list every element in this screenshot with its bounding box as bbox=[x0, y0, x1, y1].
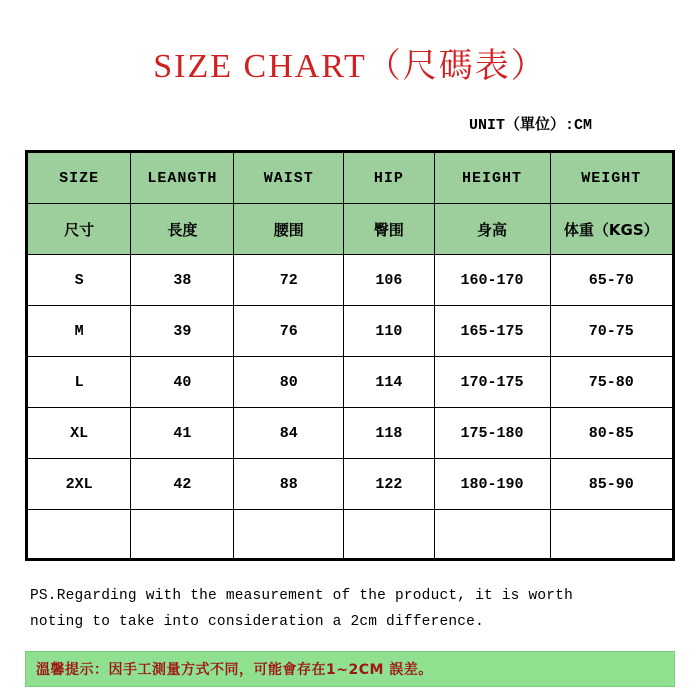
table-row bbox=[28, 255, 673, 306]
cell-empty bbox=[28, 510, 131, 559]
column-header-hip-cn: 臀围 bbox=[344, 204, 434, 255]
cell-height: 180-190 bbox=[434, 459, 550, 510]
cell-empty bbox=[550, 510, 672, 559]
size-chart-table bbox=[27, 152, 673, 559]
cell-height: 175-180 bbox=[434, 408, 550, 459]
column-header-height-en: HEIGHT bbox=[434, 153, 550, 204]
measurement-note-line-2: noting to take into consideration a 2cm difference. bbox=[30, 614, 484, 630]
cell-length: 38 bbox=[131, 255, 234, 306]
cell-size: L bbox=[28, 357, 131, 408]
cell-size: S bbox=[28, 255, 131, 306]
cell-height: 160-170 bbox=[434, 255, 550, 306]
table-row bbox=[28, 408, 673, 459]
column-header-height-cn: 身高 bbox=[434, 204, 550, 255]
cell-empty bbox=[131, 510, 234, 559]
cell-weight: 80-85 bbox=[550, 408, 672, 459]
table-row bbox=[28, 459, 673, 510]
column-header-waist-en: WAIST bbox=[234, 153, 344, 204]
cell-size: XL bbox=[28, 408, 131, 459]
column-header-hip-en: HIP bbox=[344, 153, 434, 204]
column-header-size-cn: 尺寸 bbox=[28, 204, 131, 255]
table-row bbox=[28, 306, 673, 357]
table-header-row-cn bbox=[28, 204, 673, 255]
column-header-size-en: SIZE bbox=[28, 153, 131, 204]
chinese-warning-banner: 溫馨提示：因手工測量方式不同，可能會存在1~2CM 誤差。 bbox=[25, 651, 675, 687]
table-row-empty bbox=[28, 510, 673, 559]
cell-weight: 70-75 bbox=[550, 306, 672, 357]
cell-hip: 110 bbox=[344, 306, 434, 357]
cell-weight: 65-70 bbox=[550, 255, 672, 306]
cell-length: 39 bbox=[131, 306, 234, 357]
measurement-note bbox=[30, 583, 670, 635]
column-header-weight-en: WEIGHT bbox=[550, 153, 672, 204]
cell-waist: 84 bbox=[234, 408, 344, 459]
cell-length: 40 bbox=[131, 357, 234, 408]
cell-hip: 106 bbox=[344, 255, 434, 306]
cell-length: 41 bbox=[131, 408, 234, 459]
cell-empty bbox=[234, 510, 344, 559]
cell-size: 2XL bbox=[28, 459, 131, 510]
cell-empty bbox=[344, 510, 434, 559]
cell-empty bbox=[434, 510, 550, 559]
cell-hip: 122 bbox=[344, 459, 434, 510]
cell-hip: 118 bbox=[344, 408, 434, 459]
cell-height: 170-175 bbox=[434, 357, 550, 408]
column-header-weight-cn: 体重（KGS） bbox=[550, 204, 672, 255]
cell-waist: 76 bbox=[234, 306, 344, 357]
cell-length: 42 bbox=[131, 459, 234, 510]
column-header-length-cn: 長度 bbox=[131, 204, 234, 255]
cell-hip: 114 bbox=[344, 357, 434, 408]
cell-weight: 75-80 bbox=[550, 357, 672, 408]
cell-waist: 80 bbox=[234, 357, 344, 408]
table-row bbox=[28, 357, 673, 408]
size-chart-table-wrapper bbox=[25, 150, 675, 561]
unit-label: UNIT（單位）:CM bbox=[468, 117, 592, 134]
measurement-note-line-1: PS.Regarding with the measurement of the product, it is worth bbox=[30, 588, 573, 604]
cell-waist: 72 bbox=[234, 255, 344, 306]
cell-height: 165-175 bbox=[434, 306, 550, 357]
table-header-row-en bbox=[28, 153, 673, 204]
column-header-length-en: LEANGTH bbox=[131, 153, 234, 204]
column-header-waist-cn: 腰围 bbox=[234, 204, 344, 255]
cell-size: M bbox=[28, 306, 131, 357]
cell-waist: 88 bbox=[234, 459, 344, 510]
cell-weight: 85-90 bbox=[550, 459, 672, 510]
page-title: SIZE CHART（尺碼表） bbox=[153, 48, 547, 85]
